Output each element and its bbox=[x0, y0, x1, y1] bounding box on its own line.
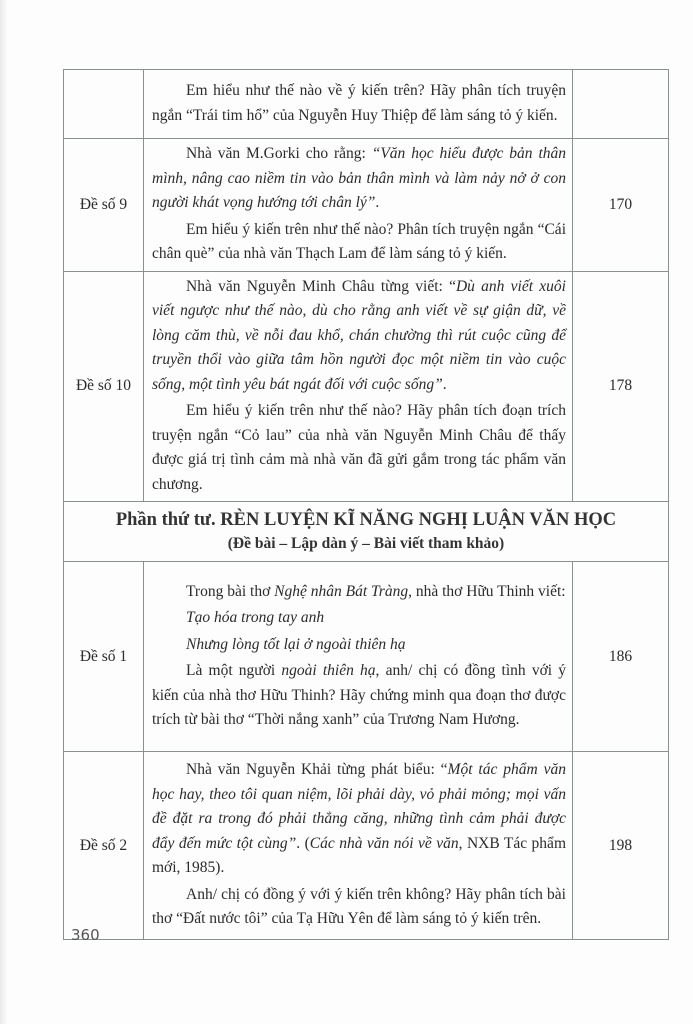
verse-line: Nhưng lòng tốt lại ở ngoài thiên hạ bbox=[186, 635, 406, 653]
description-paragraph: Là một người ngoài thiên hạ, anh/ chị có đồng tình với ý kiến của nhà thơ Hữu Thinh? Hãy chứng minh qua đoạn thơ được trích từ bài thơ “Thời nắng xanh” của Trương Nam Hương. bbox=[152, 662, 566, 728]
toc-row bbox=[64, 139, 669, 272]
page-ref: 178 bbox=[573, 271, 669, 502]
verse-line: Tạo hóa trong tay anh bbox=[186, 609, 325, 626]
table-of-contents bbox=[63, 69, 669, 940]
exam-description bbox=[144, 70, 573, 139]
exam-description bbox=[144, 562, 573, 752]
description-paragraph: Em hiểu như thế nào về ý kiến trên? Hãy phân tích truyện ngắn “Trái tim hổ” của Nguyễn Huy Thiệp để làm sáng tỏ ý kiến. bbox=[152, 82, 566, 124]
toc-row bbox=[64, 70, 669, 139]
toc-row bbox=[64, 752, 669, 940]
toc-row bbox=[64, 271, 669, 502]
description-paragraph: Em hiểu ý kiến trên như thế nào? Phân tích truyện ngắn “Cái chân què” của nhà văn Thạch Lam để làm sáng tỏ ý kiến. bbox=[152, 220, 566, 262]
exam-description bbox=[144, 271, 573, 502]
section-title: Phần thứ tư. RÈN LUYỆN KĨ NĂNG NGHỊ LUẬN VĂN HỌC bbox=[115, 510, 617, 530]
page-number: 360 bbox=[71, 926, 100, 944]
exam-label bbox=[64, 70, 144, 139]
page-gutter-shadow bbox=[0, 0, 8, 1024]
description-paragraph: Nhà văn M.Gorki cho rằng: “Văn học hiểu được bản thân mình, nâng cao niềm tin vào bản thân mình và làm nảy nở ở con người khát vọng hướng tới chân lý”. bbox=[152, 145, 566, 211]
page-ref bbox=[573, 70, 669, 139]
exam-label: Đề số 2 bbox=[64, 752, 144, 940]
section-subtitle: (Đề bài – Lập dàn ý – Bài viết tham khảo) bbox=[227, 535, 505, 552]
exam-label: Đề số 10 bbox=[64, 271, 144, 502]
exam-label: Đề số 9 bbox=[64, 139, 144, 272]
toc-row bbox=[64, 562, 669, 752]
description-paragraph: Nhà văn Nguyễn Khải từng phát biểu: “Một tác phẩm văn học hay, theo tôi quan niệm, lõi phải dày, vỏ phải mỏng; mọi vấn đề đặt ra trong đó phải thẳng căng, những tình cảm phải được đẩy đến mức tột cùng”. (Các nhà văn nói về văn, NXB Tác phẩm mới, 1985). bbox=[152, 761, 567, 877]
exam-label: Đề số 1 bbox=[64, 562, 144, 752]
description-paragraph: Em hiểu ý kiến trên như thế nào? Hãy phân tích đoạn trích truyện ngắn “Cỏ lau” của nhà văn Nguyễn Minh Châu để thấy được giá trị tình cảm mà nhà văn đã gửi gắm trong tác phẩm văn chương. bbox=[152, 402, 566, 493]
page-ref: 186 bbox=[573, 562, 669, 752]
description-paragraph: Nhà văn Nguyễn Minh Châu từng viết: “Dù anh viết xuôi viết ngược như thế nào, dù cho rằng anh viết về sự giận dữ, về lòng căm thù, về nỗi đau khổ, chán chường thì rút cuộc cũng để truyền thổi vào giữa tâm hồn người đọc một niềm tin vào cuộc sống, một tình yêu bát ngát đối với cuộc sống”. bbox=[152, 277, 566, 393]
exam-description bbox=[144, 139, 573, 272]
toc-body bbox=[64, 70, 669, 940]
exam-description bbox=[144, 752, 573, 940]
intro-paragraph: Trong bài thơ Nghệ nhân Bát Tràng, nhà thơ Hữu Thinh viết: bbox=[186, 582, 566, 600]
page-ref: 170 bbox=[573, 139, 669, 272]
description-paragraph: Anh/ chị có đồng ý với ý kiến trên không? Hãy phân tích bài thơ “Đất nước tôi” của Tạ Hữu Yên để làm sáng tỏ ý kiến trên. bbox=[152, 885, 566, 928]
section-header-row bbox=[64, 502, 669, 562]
section-header bbox=[64, 502, 669, 562]
page-ref: 198 bbox=[573, 752, 669, 940]
